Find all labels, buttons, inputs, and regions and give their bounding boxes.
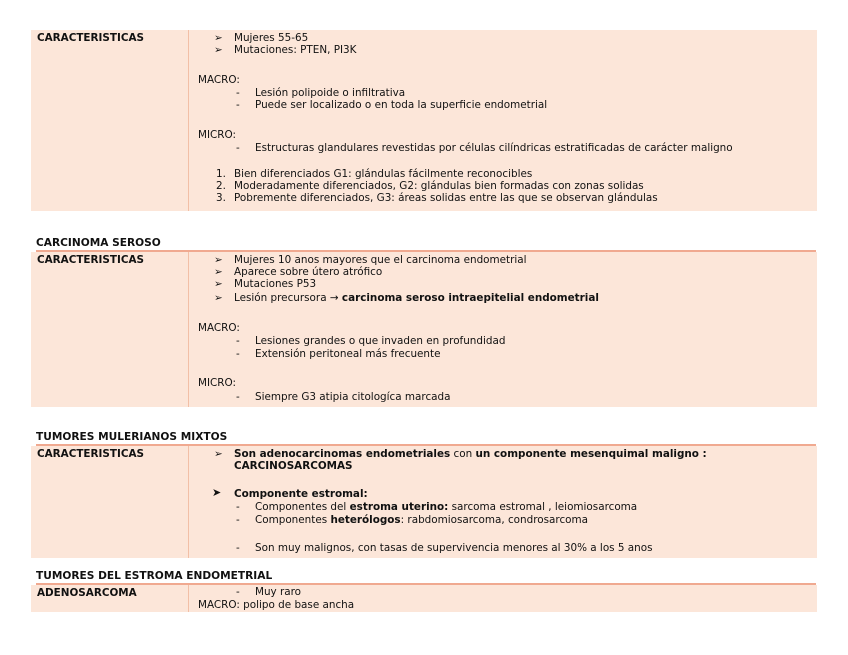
- precursor-line: [234, 292, 599, 304]
- component-line: [255, 501, 637, 513]
- row-adenosarcoma: [31, 585, 817, 612]
- dash-bullet: -: [236, 542, 240, 554]
- precursor-prefix: Lesión precursora: [234, 292, 327, 304]
- dash-bullet: -: [236, 391, 240, 403]
- arrow-bullet-icon: ➢: [214, 32, 223, 44]
- stromal-title: Componente estromal:: [234, 488, 368, 500]
- survival-text: Son muy malignos, con tasas de supervivencia menores al 30% a los 5 anos: [255, 542, 653, 554]
- macro-label: MACRO:: [198, 322, 240, 334]
- dash-bullet: -: [236, 501, 240, 513]
- adenosarcoma-macro: MACRO: polipo de base ancha: [198, 599, 355, 611]
- macro-item: Lesiones grandes o que invaden en profundidad: [255, 335, 506, 347]
- component-bold: estroma uterino:: [349, 501, 449, 513]
- row-content: [196, 446, 817, 558]
- dash-bullet: -: [236, 99, 240, 111]
- dash-bullet: -: [236, 514, 240, 526]
- bullet-text: Aparece sobre útero atrófico: [234, 266, 383, 278]
- grade-number: 3.: [216, 192, 226, 204]
- triangle-bullet-icon: ➤: [212, 486, 222, 499]
- row-label: CARACTERISTICAS: [31, 252, 189, 407]
- arrow-bullet-icon: ➢: [214, 292, 223, 304]
- arrow-bullet-icon: ➢: [214, 254, 223, 266]
- arrow-bullet-icon: ➢: [214, 278, 223, 290]
- row-content: [196, 585, 817, 612]
- row-label: CARACTERISTICAS: [31, 446, 189, 558]
- section-title-tumores-mulerianos: TUMORES MULERIANOS MIXTOS: [36, 431, 816, 446]
- right-arrow-icon: →: [329, 292, 339, 304]
- bullet-text: Mujeres 55-65: [234, 32, 309, 44]
- macro-item: Extensión peritoneal más frecuente: [255, 348, 441, 360]
- dash-bullet: -: [236, 87, 240, 99]
- macro-item: Lesión polipoide o infiltrativa: [255, 87, 406, 99]
- carcinosarcomas-label: CARCINOSARCOMAS: [234, 460, 353, 472]
- grade-number: 2.: [216, 180, 226, 192]
- micro-item: Estructuras glandulares revestidas por células cilíndricas estratificadas de carácter maligno: [255, 142, 733, 154]
- dash-bullet: -: [236, 335, 240, 347]
- definition-bold-a: Son adenocarcinomas endometriales: [234, 448, 451, 460]
- definition-line: [234, 448, 707, 460]
- dash-bullet: -: [236, 142, 240, 154]
- bullet-text: Mutaciones: PTEN, PI3K: [234, 44, 357, 56]
- component-prefix: Componentes del: [255, 501, 350, 513]
- micro-label: MICRO:: [198, 129, 237, 141]
- grade-text: Moderadamente diferenciados, G2: glándulas bien formadas con zonas solidas: [234, 180, 644, 192]
- precursor-bold: carcinoma seroso intraepitelial endometrial: [341, 292, 599, 304]
- component-prefix: Componentes: [255, 514, 331, 526]
- row-characteristics-1: [31, 30, 817, 211]
- arrow-bullet-icon: ➢: [214, 44, 223, 56]
- arrow-bullet-icon: ➢: [214, 266, 223, 278]
- bullet-text: Mujeres 10 anos mayores que el carcinoma endometrial: [234, 254, 527, 266]
- grade-text: Bien diferenciados G1: glándulas fácilmente reconocibles: [234, 168, 533, 180]
- row-content: [196, 252, 817, 407]
- macro-item: Puede ser localizado o en toda la superficie endometrial: [255, 99, 548, 111]
- dash-bullet: -: [236, 586, 240, 598]
- row-characteristics-3: [31, 446, 817, 558]
- macro-label: MACRO:: [198, 74, 240, 86]
- grade-number: 1.: [216, 168, 226, 180]
- arrow-bullet-icon: ➢: [214, 448, 223, 460]
- component-rest: sarcoma estromal , leiomiosarcoma: [448, 501, 638, 513]
- row-label: ADENOSARCOMA: [31, 585, 189, 612]
- section-title-carcinoma-seroso: CARCINOMA SEROSO: [36, 237, 816, 252]
- row-label: CARACTERISTICAS: [31, 30, 189, 211]
- definition-bold-b: un componente mesenquimal maligno :: [475, 448, 707, 460]
- dash-bullet: -: [236, 348, 240, 360]
- adenosarcoma-item: Muy raro: [255, 586, 302, 598]
- section-title-estroma-endometrial: TUMORES DEL ESTROMA ENDOMETRIAL: [36, 570, 816, 585]
- bullet-text: Mutaciones P53: [234, 278, 317, 290]
- component-line: [255, 514, 588, 526]
- component-rest: : rabdomiosarcoma, condrosarcoma: [400, 514, 589, 526]
- micro-item: Siempre G3 atipia citologíca marcada: [255, 391, 451, 403]
- row-characteristics-2: [31, 252, 817, 407]
- definition-mid: con: [450, 448, 476, 460]
- micro-label: MICRO:: [198, 377, 237, 389]
- component-bold: heterólogos: [330, 514, 401, 526]
- row-content: [196, 30, 817, 211]
- grade-text: Pobremente diferenciados, G3: áreas solidas entre las que se observan glándulas: [234, 192, 658, 204]
